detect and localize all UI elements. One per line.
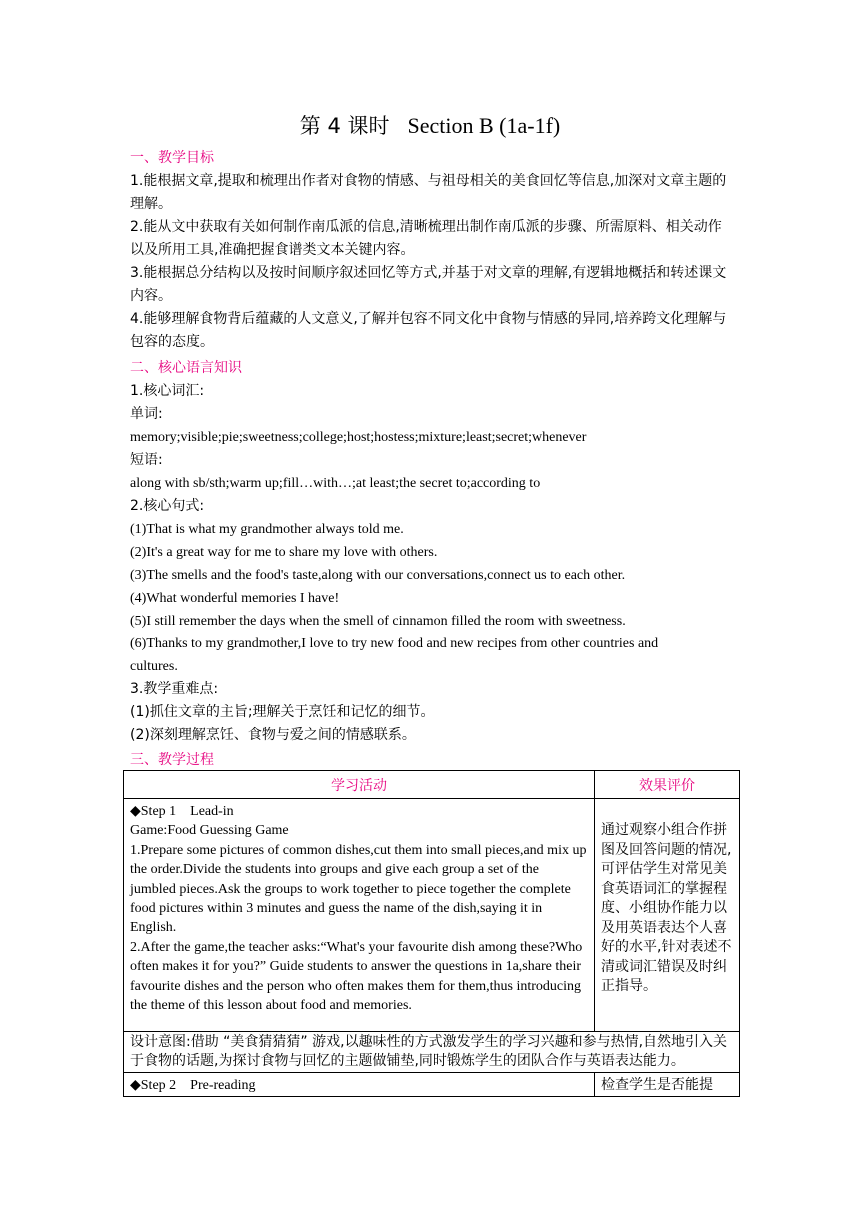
step1-game: Game:Food Guessing Game xyxy=(130,823,289,839)
table-header-row xyxy=(124,771,740,799)
words-label: 单词: xyxy=(130,406,163,422)
sentence-item: (2)It's a great way for me to share my love with others. xyxy=(130,545,438,560)
sentences-title: 2.核心句式: xyxy=(130,498,205,514)
column-header-evaluation: 效果评价 xyxy=(595,771,740,799)
sentence-item: (4)What wonderful memories I have! xyxy=(130,591,340,606)
sentence-item: (5)I still remember the days when the smell of cinnamon filled the room with sweetness. xyxy=(130,614,626,629)
vocab-title: 1.核心词汇: xyxy=(130,383,205,399)
table-row xyxy=(124,1032,740,1073)
step2-title: ◆Step 2 Pre-reading xyxy=(130,1078,256,1093)
objective-item: 1.能根据文章,提取和梳理出作者对食物的情感、与祖母相关的美食回忆等信息,加深对文章主题的理解。 xyxy=(130,173,727,212)
sentence-item: (1)That is what my grandmother always told me. xyxy=(130,522,404,537)
page-title xyxy=(130,110,730,140)
section-heading-objectives: 一、教学目标 xyxy=(130,150,214,166)
step1-paragraph: 1.Prepare some pictures of common dishes,cut them into small pieces,and mix up the order.Divide the students into groups and give each group a set of the jumbled pieces.Ask the groups to work together to piece together the complete food pictures within 3 minutes and guess the name of the dish,saying it in English. xyxy=(130,842,587,936)
process-table xyxy=(123,770,740,1097)
sentence-item: (6)Thanks to my grandmother,I love to try new food and new recipes from other countries and xyxy=(130,636,659,651)
objective-item: 2.能从文中获取有关如何制作南瓜派的信息,清晰梳理出制作南瓜派的步骤、所需原料、相关动作以及所用工具,准确把握食谱类文本关键内容。 xyxy=(130,219,722,258)
step2-evaluation: 检查学生是否能提 xyxy=(601,1077,713,1093)
key-point-item: (1)抓住文章的主旨;理解关于烹饪和记忆的细节。 xyxy=(130,704,435,720)
step2-evaluation-cell xyxy=(595,1073,740,1097)
step1-evaluation-cell xyxy=(595,799,740,1032)
key-point-item: (2)深刻理解烹饪、食物与爱之间的情感联系。 xyxy=(130,727,416,743)
title-zh: 第 4 课时 xyxy=(299,114,390,138)
phrases-list: along with sb/sth;warm up;fill…with…;at least;the secret to;according to xyxy=(130,476,541,491)
phrases-label: 短语: xyxy=(130,452,163,468)
key-points-title: 3.教学重难点: xyxy=(130,681,219,697)
objective-item: 4.能够理解食物背后蕴藏的人文意义,了解并包容不同文化中食物与情感的异同,培养跨文化理解与包容的态度。 xyxy=(130,311,727,350)
title-en: Section B (1a-1f) xyxy=(407,113,561,138)
step1-paragraph: 2.After the game,the teacher asks:“What's your favourite dish among these?Who often makes it for you?” Guide students to answer the questions in 1a,share their favourite dishes and the person who often makes them for them,thus introducing the theme of this lesson about food and memories. xyxy=(130,939,583,1014)
sentence-item: cultures. xyxy=(130,659,178,674)
section-heading-language: 二、核心语言知识 xyxy=(130,360,242,376)
words-list: memory;visible;pie;sweetness;college;host;hostess;mixture;least;secret;whenever xyxy=(130,430,587,445)
column-header-activity: 学习活动 xyxy=(124,771,595,799)
step1-activity-cell xyxy=(124,799,595,1032)
section-heading-process: 三、教学过程 xyxy=(130,752,214,768)
design-intent-cell: 设计意图:借助 “美食猜猜猜” 游戏,以趣味性的方式激发学生的学习兴趣和参与热情,自然地引入关于食物的话题,为探讨食物与回忆的主题做铺垫,同时锻炼学生的团队合作与英语表达能力。 xyxy=(124,1032,740,1073)
step1-title: ◆Step 1 Lead-in xyxy=(130,804,234,819)
table-row xyxy=(124,799,740,1032)
objective-item: 3.能根据总分结构以及按时间顺序叙述回忆等方式,并基于对文章的理解,有逻辑地概括和转述课文内容。 xyxy=(130,265,727,304)
step1-evaluation: 通过观察小组合作拼图及回答问题的情况,可评估学生对常见美食英语词汇的掌握程度、小组协作能力以及用英语表达个人喜好的水平,针对表述不清或词汇错误及时纠正指导。 xyxy=(601,822,732,994)
step2-activity-cell xyxy=(124,1073,595,1097)
sentence-item: (3)The smells and the food's taste,along with our conversations,connect us to each other. xyxy=(130,568,626,583)
table-row xyxy=(124,1073,740,1097)
